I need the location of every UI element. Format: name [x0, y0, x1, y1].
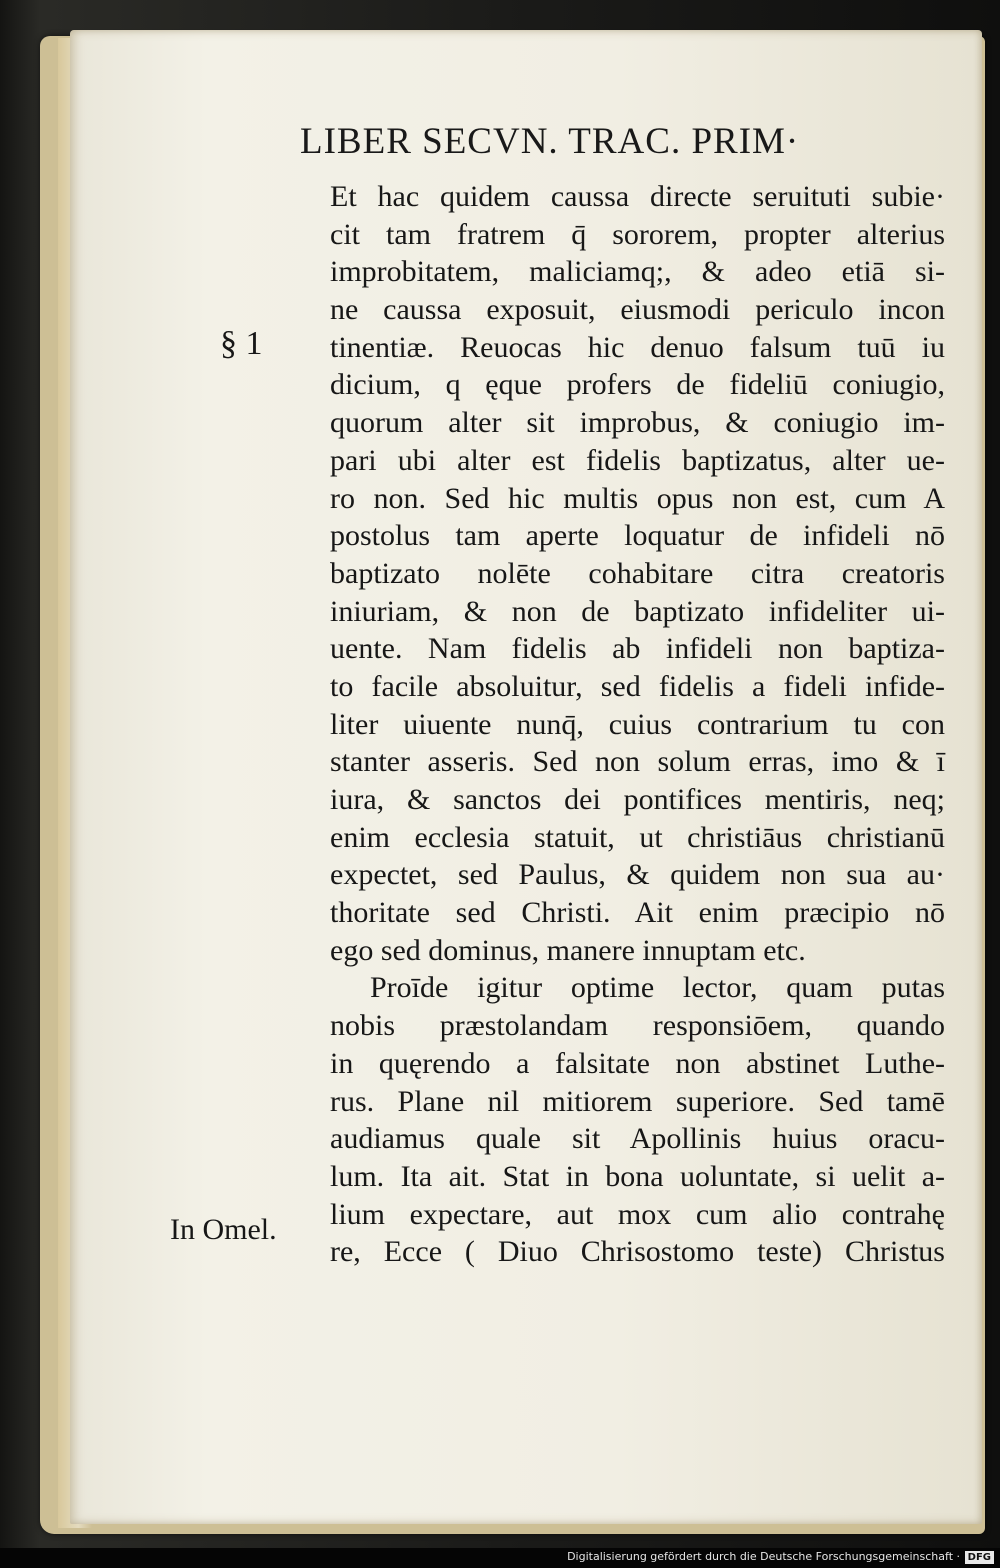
text-line: iniuriam, & non de baptizato infideliter ui-: [330, 594, 945, 628]
text-line: lum. Ita ait. Stat in bona uoluntate, si uelit a-: [330, 1159, 945, 1193]
text-line: enim ecclesia statuit, ut christiāus christianū: [330, 820, 945, 854]
text-line: nobis præstolandam responsiōem, quando: [330, 1009, 945, 1043]
text-line: pari ubi alter est fidelis baptizatus, alter ue-: [330, 443, 945, 477]
marginal-section-mark: § 1: [220, 325, 263, 362]
text-line: expectet, sed Paulus, & quidem non sua au·: [330, 858, 945, 892]
footer-credit: Digitalisierung gefördert durch die Deutsche Forschungsgemeinschaft ·: [567, 1550, 960, 1563]
text-line: rus. Plane nil mitiorem superiore. Sed tamē: [330, 1084, 945, 1118]
text-line: liter uiuente nunq̄, cuius contrarium tu con: [330, 707, 945, 741]
text-line: Proīde igitur optime lector, quam putas: [370, 971, 945, 1005]
text-line: in quęrendo a falsitate non abstinet Luthe-: [330, 1046, 945, 1080]
text-line: uente. Nam fidelis ab infideli non baptiza-: [330, 632, 945, 666]
text-line: dicium, q ęque profers de fideliū coniugio,: [330, 368, 945, 402]
text-line: baptizato nolēte cohabitare citra creatoris: [330, 556, 945, 590]
text-line: ego sed dominus, manere innuptam etc.: [330, 933, 806, 967]
footer-bar: [0, 1548, 1000, 1568]
dfg-logo: DFG: [965, 1551, 994, 1564]
text-line: re, Ecce ( Diuo Chrisostomo teste) Christus: [330, 1235, 945, 1269]
text-line: Et hac quidem caussa directe seruituti subie·: [330, 180, 945, 213]
text-line: improbitatem, maliciamq;, & adeo etiā si-: [330, 255, 945, 289]
text-line: thoritate sed Christi. Ait enim præcipio nō: [330, 896, 945, 930]
text-line: stanter asseris. Sed non solum erras, imo & ī: [330, 745, 945, 779]
text-line: audiamus quale sit Apollinis huius oracu-: [330, 1122, 945, 1156]
text-line: quorum alter sit improbus, & coniugio im-: [330, 406, 945, 440]
text-line: postolus tam aperte loquatur de infideli nō: [330, 519, 945, 553]
text-line: iura, & sanctos dei pontifices mentiris, neq;: [330, 783, 945, 816]
text-line: ne caussa exposuit, eiusmodi periculo incon: [330, 293, 945, 327]
running-head: LIBER SECVN. TRAC. PRIM·: [300, 121, 800, 162]
body-text: [330, 178, 945, 1271]
text-line: lium expectare, aut mox cum alio contrahę: [330, 1197, 945, 1231]
text-line: to facile absoluitur, sed fidelis a fideli infide-: [330, 669, 945, 703]
text-line: cit tam fratrem q̄ sororem, propter alterius: [330, 217, 945, 251]
marginal-reference: In Omel.: [170, 1213, 277, 1246]
text-line: tinentiæ. Reuocas hic denuo falsum tuū iu: [330, 330, 945, 364]
text-line: ro non. Sed hic multis opus non est, cum A: [330, 481, 945, 515]
